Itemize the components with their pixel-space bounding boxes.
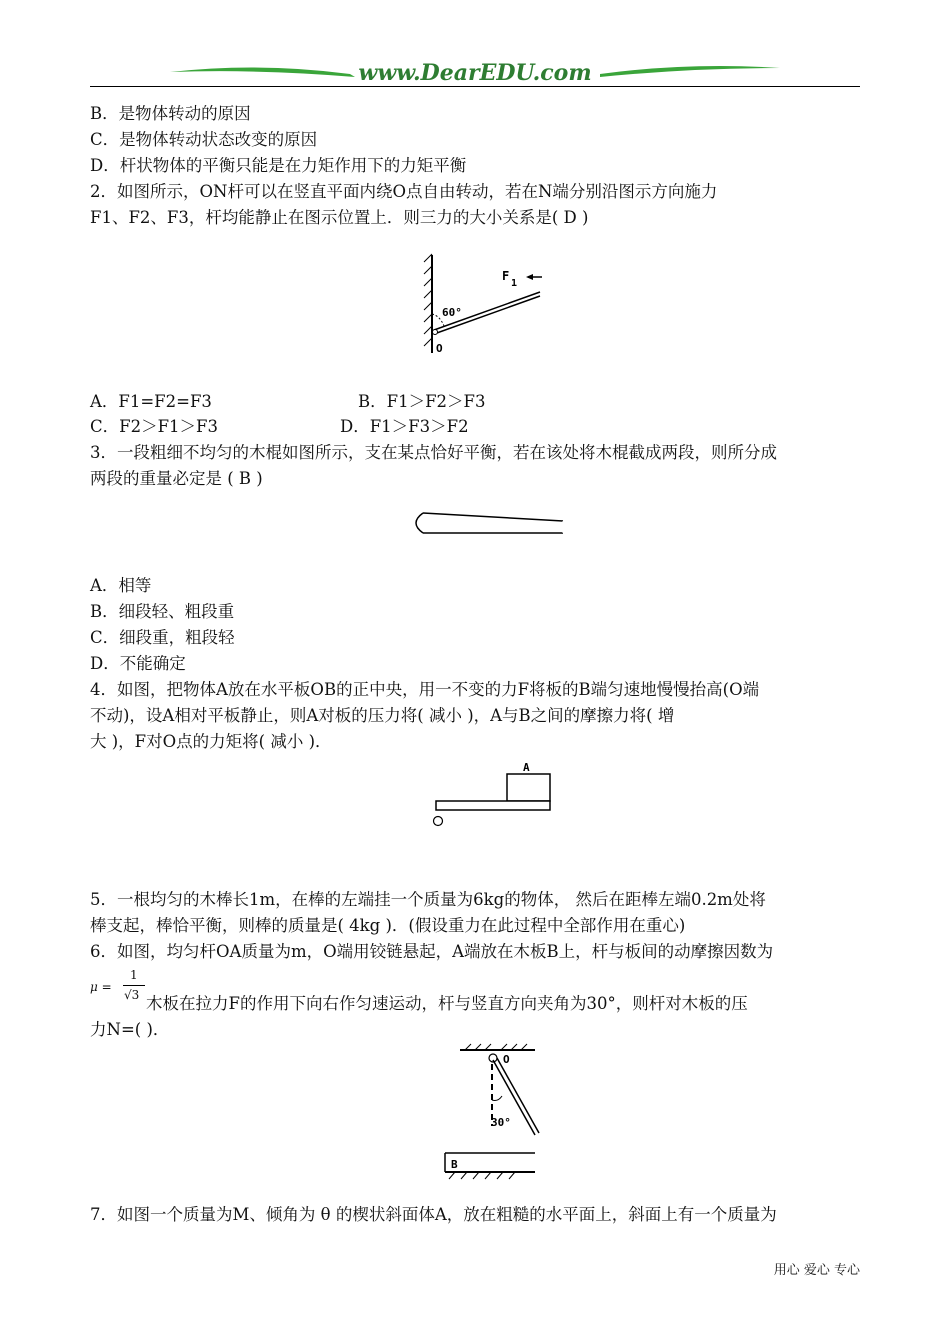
q7-stem-line1: 7．如图一个质量为M、倾角为 θ 的楔状斜面体A，放在粗糙的水平面上，斜面上有一个质量为 [90,1205,777,1224]
q5-stem-line1: 5．一根均匀的木棒长1m，在棒的左端挂一个质量为6kg的物体， 然后在距棒左端0.2m处将 [90,890,766,909]
q4-stem-line2: 不动)，设A相对平板静止，则A对板的压力将( 减小 )，A与B之间的摩擦力将( 增 [90,706,675,725]
q2-origin-label: O [436,342,443,355]
logo-text: www.DearEDU.com [358,60,592,86]
q2-force-label: F [502,269,510,283]
q2-option-d: D．F1＞F3＞F2 [340,417,469,436]
q2-stem-line1: 2．如图所示，ON杆可以在竖直平面内绕O点自由转动，若在N端分别沿图示方向施力 [90,182,718,201]
q3-stick-figure [405,505,567,541]
header-rule [90,86,860,87]
q2-force-sub: 1 [511,278,518,289]
q1-option-d: D．杆状物体的平衡只能是在力矩作用下的力矩平衡 [90,156,467,175]
q3-option-a: A．相等 [90,576,152,595]
q1-option-b: B．是物体转动的原因 [90,104,251,123]
q1-option-c: C．是物体转动状态改变的原因 [90,130,318,149]
q4-stem-line1: 4．如图，把物体A放在水平板OB的正中央，用一不变的力F将板的B端匀速地慢慢抬高(O端 [90,680,760,699]
q6-stem-line2: 木板在拉力F的作用下向右作匀速运动，杆与竖直方向夹角为30°，则杆对木板的压 [146,994,748,1013]
q2-figure [420,250,550,360]
q3-stem-line2: 两段的重量必定是 ( B ) [90,469,263,488]
q4-stem-line3: 大 )，F对O点的力矩将( 减小 )． [90,732,332,751]
q3-option-b: B．细段轻、粗段重 [90,602,235,621]
q6-rod-figure [435,1038,540,1183]
q6-mu-denominator: √3 [124,988,140,1002]
q6-stem-line3: 力N=( )． [90,1020,170,1039]
q6-pivot-label: O [503,1053,510,1066]
q6-mu-symbol: μ = [90,980,112,994]
q2-option-c: C．F2＞F1＞F3 [90,417,218,436]
q2-option-a: A．F1=F2=F3 [90,392,212,411]
q3-option-c: C．细段重，粗段轻 [90,628,235,647]
q4-board-figure [428,762,558,830]
q2-stem-line2: F1、F2、F3，杆均能静止在图示位置上．则三力的大小关系是( D ) [90,208,589,227]
q5-stem-line2: 棒支起，棒恰平衡，则棒的质量是( 4kg )．(假设重力在此过程中全部作用在重心) [90,916,686,935]
q3-stem-line1: 3．一段粗细不均匀的木棍如图所示，支在某点恰好平衡，若在该处将木棍截成两段，则所分成 [90,443,777,462]
q2-angle-label: 60° [442,306,462,319]
q6-stem-line1: 6．如图，均匀杆OA质量为m，O端用铰链悬起，A端放在木板B上，杆与板间的动摩擦因数为 [90,942,774,961]
site-logo [170,58,780,88]
q6-fraction-bar [123,985,145,986]
q3-option-d: D．不能确定 [90,654,186,673]
q6-angle-label: 30° [491,1116,511,1129]
q6-board-label: B [451,1158,458,1171]
page-footer: 用心 爱心 专心 [773,1263,860,1278]
q2-option-b: B．F1＞F2＞F3 [358,392,486,411]
q4-block-label: A [523,762,530,774]
q6-mu-fraction [90,968,150,1008]
q6-mu-numerator: 1 [130,968,138,982]
